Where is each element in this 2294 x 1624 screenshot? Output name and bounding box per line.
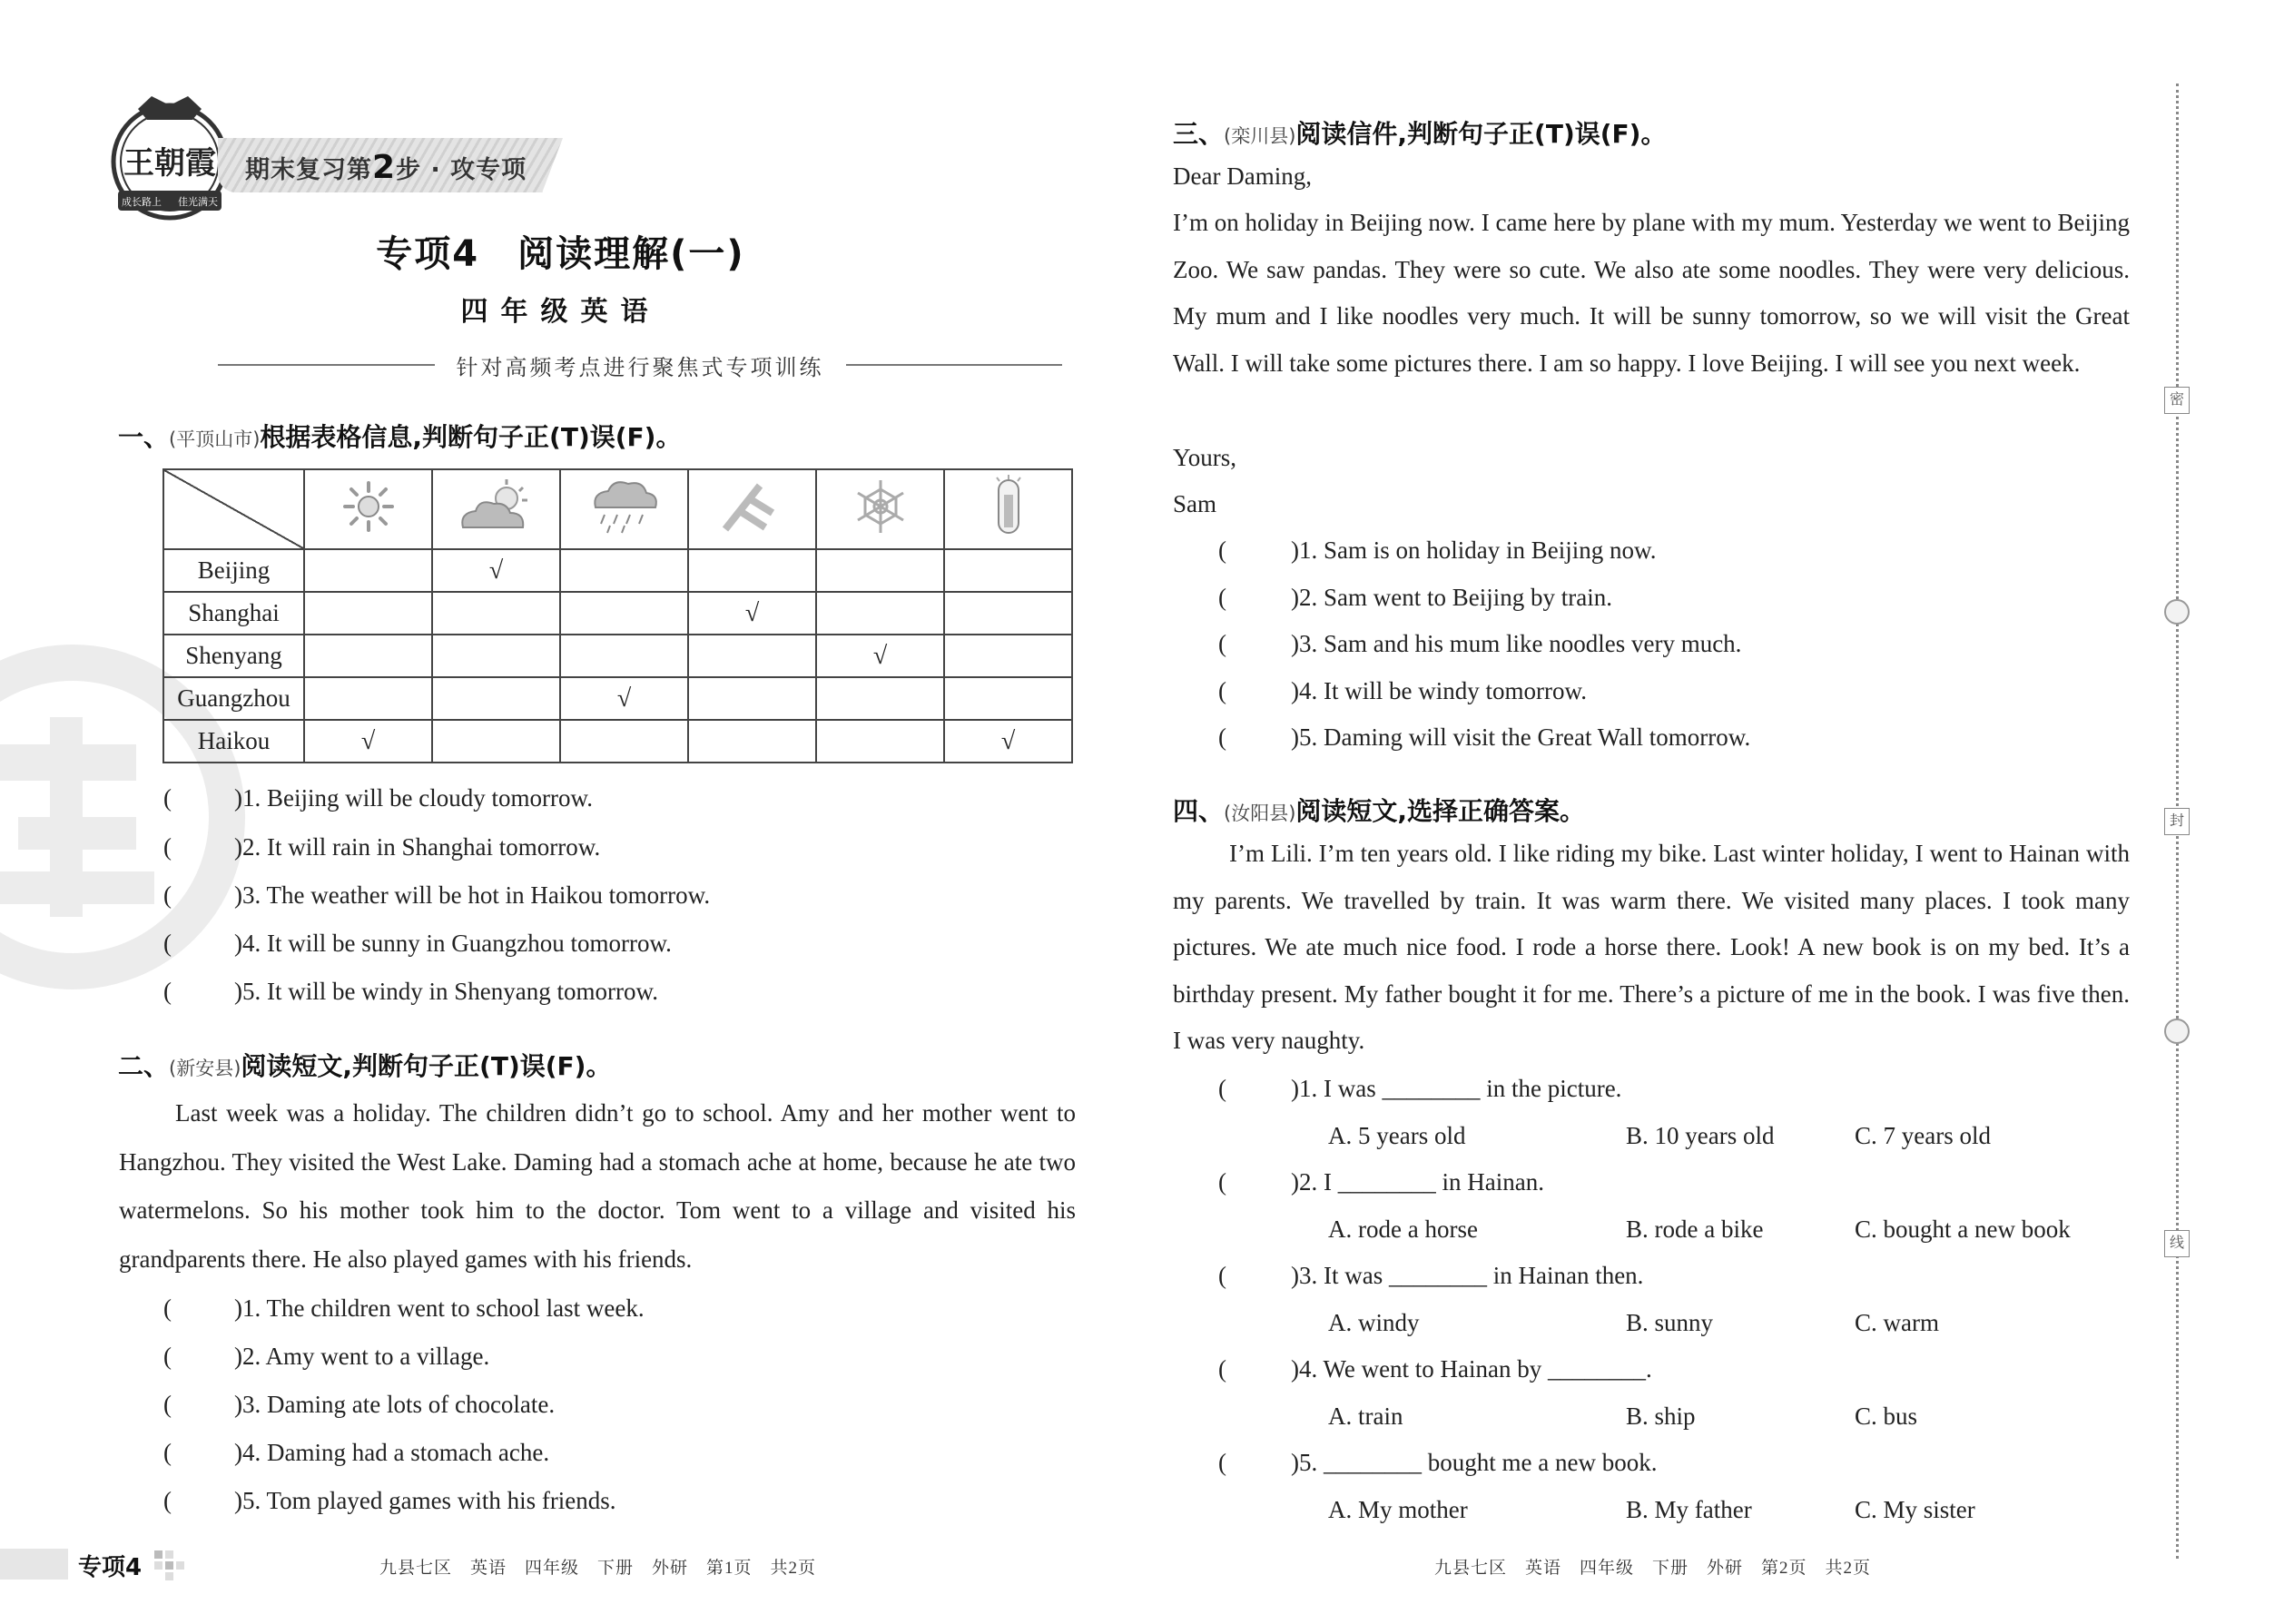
section2-instruction: 阅读短文,判断句子正(T)误(F)。 [241, 1051, 612, 1081]
footer-page-2: 九县七区 英语 四年级 下册 外研 第2页 共2页 [1434, 1559, 1872, 1578]
section3-heading [1173, 114, 1666, 151]
check-mark: √ [872, 641, 888, 670]
section4-heading [1173, 792, 1585, 828]
s4-question-2 [1218, 1168, 1544, 1196]
answer-paren-close: ) [1291, 1449, 1299, 1476]
check-mark: √ [616, 684, 632, 713]
section2-heading [118, 1047, 611, 1083]
question-text: 5. It will be windy in Shenyang tomorrow. [242, 978, 658, 1005]
answer-paren-close: ) [1291, 1168, 1299, 1196]
option-c: C. 7 years old [1855, 1122, 1991, 1149]
answer-paren-open: ( [1218, 1449, 1226, 1476]
question-text: 3. Sam and his mum like noodles very much. [1299, 630, 1742, 657]
binding-mark-seal: 封 [2164, 808, 2190, 835]
section3-location: (栾川县) [1224, 125, 1296, 147]
option-c: C. bought a new book [1855, 1216, 2071, 1243]
answer-paren-open: ( [163, 833, 172, 861]
city-cell: Beijing [163, 549, 304, 592]
s3-question-2 [1218, 584, 1612, 612]
letter-closing: Yours, [1173, 444, 1237, 471]
city-cell: Shenyang [163, 635, 304, 677]
answer-paren-close: ) [234, 833, 242, 861]
answer-paren-open: ( [163, 978, 172, 1005]
letter-signature: Sam [1173, 490, 1217, 517]
letter-greeting: Dear Daming, [1173, 162, 1312, 190]
answer-paren-close: ) [234, 978, 242, 1005]
answer-paren-open: ( [1218, 1355, 1226, 1383]
table-row [163, 635, 1072, 677]
s1-question-4 [163, 930, 672, 958]
answer-paren-close: ) [234, 1391, 242, 1418]
question-text: 5. Tom played games with his friends. [242, 1487, 616, 1514]
answer-paren-close: ) [234, 930, 242, 957]
section1-heading [118, 418, 681, 454]
question-text: 2. Amy went to a village. [242, 1343, 490, 1370]
passage-line: Last week was a holiday. The children didn’t go to school. Amy and her mother [175, 1099, 992, 1127]
section1-number: 一、 [118, 422, 170, 452]
answer-paren-open: ( [163, 1294, 172, 1322]
weather-col-sun [304, 469, 432, 549]
check-mark: √ [360, 726, 376, 755]
answer-paren-open: ( [1218, 677, 1226, 704]
answer-paren-close: ) [1291, 723, 1299, 751]
s3-question-4 [1218, 677, 1587, 705]
snowflake-icon [851, 477, 911, 536]
passage-line: a picture of me in the book. I was five then. I was very naughty. [1173, 979, 2130, 1054]
answer-paren-open: ( [1218, 584, 1226, 611]
section4-passage [1173, 831, 2130, 1065]
binding-hole-icon [2164, 599, 2190, 625]
answer-paren-open: ( [163, 881, 172, 909]
table-row [163, 549, 1072, 592]
weather-icons-row [163, 469, 1072, 549]
page-subtitle: 四年级英语 [460, 296, 661, 328]
s2-question-2 [163, 1343, 489, 1371]
answer-paren-open: ( [163, 1439, 172, 1466]
question-text: 2. It will rain in Shanghai tomorrow. [242, 833, 601, 861]
section4-number: 四、 [1173, 796, 1225, 826]
cloud-sun-icon [456, 477, 537, 536]
letter-line: went to Beijing Zoo. We saw pandas. They were so cute. We also ate some noodles. [1173, 209, 2131, 283]
answer-paren-open: ( [163, 1391, 172, 1418]
weather-col-cloudy [432, 469, 560, 549]
question-text: 4. It will be sunny in Guangzhou tomorrow. [242, 930, 672, 957]
passage-line: because he ate two watermelons. So his mother took him to the doctor. Tom went to a [119, 1147, 1077, 1224]
sun-icon [341, 479, 396, 534]
option-b: B. sunny [1626, 1309, 1714, 1336]
question-text: 1. The children went to school last week. [242, 1294, 645, 1322]
tagline [218, 347, 1062, 383]
banner-text [245, 149, 527, 186]
footer-squares-icon [154, 1550, 185, 1581]
answer-paren-close: ) [1291, 630, 1299, 657]
wind-icon [716, 477, 789, 536]
logo-name: 王朝霞 [123, 145, 216, 182]
s1-question-3 [163, 881, 710, 910]
option-b: B. rode a bike [1626, 1216, 1764, 1243]
footer-page-1: 九县七区 英语 四年级 下册 外研 第1页 共2页 [379, 1559, 817, 1578]
s2-question-1 [163, 1294, 645, 1323]
letter-line: I’m on holiday in Beijing now. I came here by plane with my mum. Yesterday we [1173, 209, 1973, 236]
answer-paren-open: ( [163, 930, 172, 957]
section3-number: 三、 [1173, 119, 1225, 149]
answer-paren-close: ) [1291, 677, 1299, 704]
passage-line: went to Hangzhou. They visited the West Lake. Daming had a stomach ache at home, [119, 1099, 1076, 1176]
section4-instruction: 阅读短文,选择正确答案。 [1295, 796, 1586, 826]
answer-paren-open: ( [1218, 630, 1226, 657]
banner-step-number: 2 [372, 149, 397, 186]
weather-table [162, 468, 1073, 763]
question-text: 1. Beijing will be cloudy tomorrow. [242, 784, 593, 812]
s2-question-3 [163, 1391, 555, 1419]
check-mark: √ [744, 598, 760, 627]
section3-instruction: 阅读信件,判断句子正(T)误(F)。 [1295, 119, 1667, 149]
letter-line: happy. I love Beijing. I will see you next week. [1617, 349, 2081, 377]
answer-paren-open: ( [1218, 536, 1226, 564]
answer-paren-close: ) [234, 1343, 242, 1370]
question-text: 3. Daming ate lots of chocolate. [242, 1391, 556, 1418]
question-text: 4. We went to Hainan by ________. [1299, 1355, 1652, 1383]
section2-number: 二、 [118, 1051, 170, 1081]
option-c: C. warm [1855, 1309, 1939, 1336]
option-c: C. bus [1855, 1403, 1918, 1430]
answer-paren-open: ( [1218, 1075, 1226, 1102]
letter-body [1173, 200, 2130, 387]
question-text: 1. Sam is on holiday in Beijing now. [1299, 536, 1657, 564]
thermometer-icon [986, 475, 1031, 538]
table-row [163, 677, 1072, 720]
logo-tagline-left: 成长路上 [122, 196, 162, 208]
binding-hole-icon [2164, 1019, 2190, 1044]
question-text: 4. It will be windy tomorrow. [1299, 677, 1587, 704]
section1-location: (平顶山市) [169, 428, 261, 450]
section1-instruction: 根据表格信息,判断句子正(T)误(F)。 [260, 422, 682, 452]
passage-line: places. I took many pictures. We ate much nice food. I rode a horse there. Look! [1173, 886, 2130, 960]
tagline-text: 针对高频考点进行聚焦式专项训练 [456, 356, 824, 380]
s4-question-1 [1218, 1075, 1621, 1103]
question-text: 5. Daming will visit the Great Wall tomorrow. [1299, 723, 1751, 751]
passage-line: Hainan with my parents. We travelled by train. It was warm there. We visited many [1173, 840, 2130, 914]
answer-paren-close: ) [234, 1439, 242, 1466]
logo-tagline-right: 佳光满天 [178, 196, 218, 208]
option-b: B. 10 years old [1626, 1122, 1775, 1149]
answer-paren-close: ) [1291, 536, 1299, 564]
banner-post: 步 · 攻专项 [396, 156, 527, 184]
binding-mark-line: 线 [2164, 1230, 2190, 1257]
section2-location: (新安县) [169, 1058, 241, 1079]
table-row [163, 592, 1072, 635]
divider [218, 364, 435, 366]
city-cell: Shanghai [163, 592, 304, 635]
question-text: 3. The weather will be hot in Haikou tomorrow. [242, 881, 711, 909]
s4-question-3 [1218, 1262, 1643, 1290]
banner-pre: 期末复习第 [245, 156, 372, 184]
option-a: A. My mother [1328, 1496, 1468, 1523]
passage-line: village and visited his grandparents there. He also played games with his friends. [119, 1196, 1076, 1273]
answer-paren-close: ) [234, 1294, 242, 1322]
s1-question-5 [163, 978, 658, 1006]
footer-bar [0, 1549, 68, 1580]
weather-col-windy [688, 469, 816, 549]
footer-label: 专项4 [78, 1554, 143, 1581]
question-text: 3. It was ________ in Hainan then. [1299, 1262, 1644, 1289]
s1-question-1 [163, 784, 593, 812]
check-mark: √ [488, 556, 504, 585]
s4-question-4 [1218, 1355, 1652, 1383]
option-b: B. ship [1626, 1403, 1696, 1430]
s3-question-5 [1218, 723, 1750, 752]
binding-mark-seal: 密 [2164, 387, 2190, 414]
answer-paren-open: ( [1218, 1262, 1226, 1289]
answer-paren-close: ) [234, 881, 242, 909]
option-b: B. My father [1626, 1496, 1752, 1523]
option-a: A. rode a horse [1328, 1216, 1478, 1243]
table-corner [163, 469, 304, 549]
option-a: A. 5 years old [1328, 1122, 1466, 1149]
answer-paren-close: ) [234, 1487, 242, 1514]
s2-question-5 [163, 1487, 616, 1515]
passage-line: A new book is on my bed. It’s a birthday present. My father bought it for me. There’s [1173, 933, 2130, 1008]
answer-paren-open: ( [1218, 723, 1226, 751]
answer-paren-open: ( [1218, 1168, 1226, 1196]
answer-paren-open: ( [163, 1343, 172, 1370]
answer-paren-open: ( [163, 1487, 172, 1514]
city-cell: Guangzhou [163, 677, 304, 720]
s1-question-2 [163, 833, 600, 861]
answer-paren-close: ) [1291, 584, 1299, 611]
section4-location: (汝阳县) [1224, 802, 1296, 824]
question-text: 2. Sam went to Beijing by train. [1299, 584, 1612, 611]
weather-col-hot [944, 469, 1072, 549]
answer-paren-close: ) [1291, 1262, 1299, 1289]
letter-line: They were very delicious. My mum and I like noodles very much. It will be sunny [1173, 255, 2131, 330]
answer-paren-close: ) [1291, 1355, 1299, 1383]
table-row [163, 720, 1072, 763]
letter-line: tomorrow, so we will visit the Great Wall. I will take some pictures there. I am so [1173, 302, 2130, 377]
section2-passage [119, 1089, 1076, 1284]
s4-question-5 [1218, 1449, 1657, 1477]
weather-col-snowy [816, 469, 944, 549]
brand-logo-icon [102, 89, 238, 225]
check-mark: √ [1000, 726, 1016, 755]
rain-cloud-icon [588, 477, 661, 536]
question-text: 5. ________ bought me a new book. [1299, 1449, 1658, 1476]
question-text: 1. I was ________ in the picture. [1299, 1075, 1622, 1102]
answer-paren-close: ) [234, 784, 242, 812]
option-a: A. train [1328, 1403, 1403, 1430]
weather-col-rainy [560, 469, 688, 549]
city-cell: Haikou [163, 720, 304, 763]
answer-paren-close: ) [1291, 1075, 1299, 1102]
divider [846, 364, 1063, 366]
question-text: 2. I ________ in Hainan. [1299, 1168, 1544, 1196]
answer-paren-open: ( [163, 784, 172, 812]
page-title: 专项4 阅读理解(一) [376, 233, 745, 275]
s2-question-4 [163, 1439, 549, 1467]
passage-line: I’m Lili. I’m ten years old. I like riding my bike. Last winter holiday, I went to [1229, 840, 2004, 867]
s3-question-3 [1218, 630, 1741, 658]
s3-question-1 [1218, 536, 1657, 565]
option-a: A. windy [1328, 1309, 1420, 1336]
question-text: 4. Daming had a stomach ache. [242, 1439, 550, 1466]
option-c: C. My sister [1855, 1496, 1975, 1523]
